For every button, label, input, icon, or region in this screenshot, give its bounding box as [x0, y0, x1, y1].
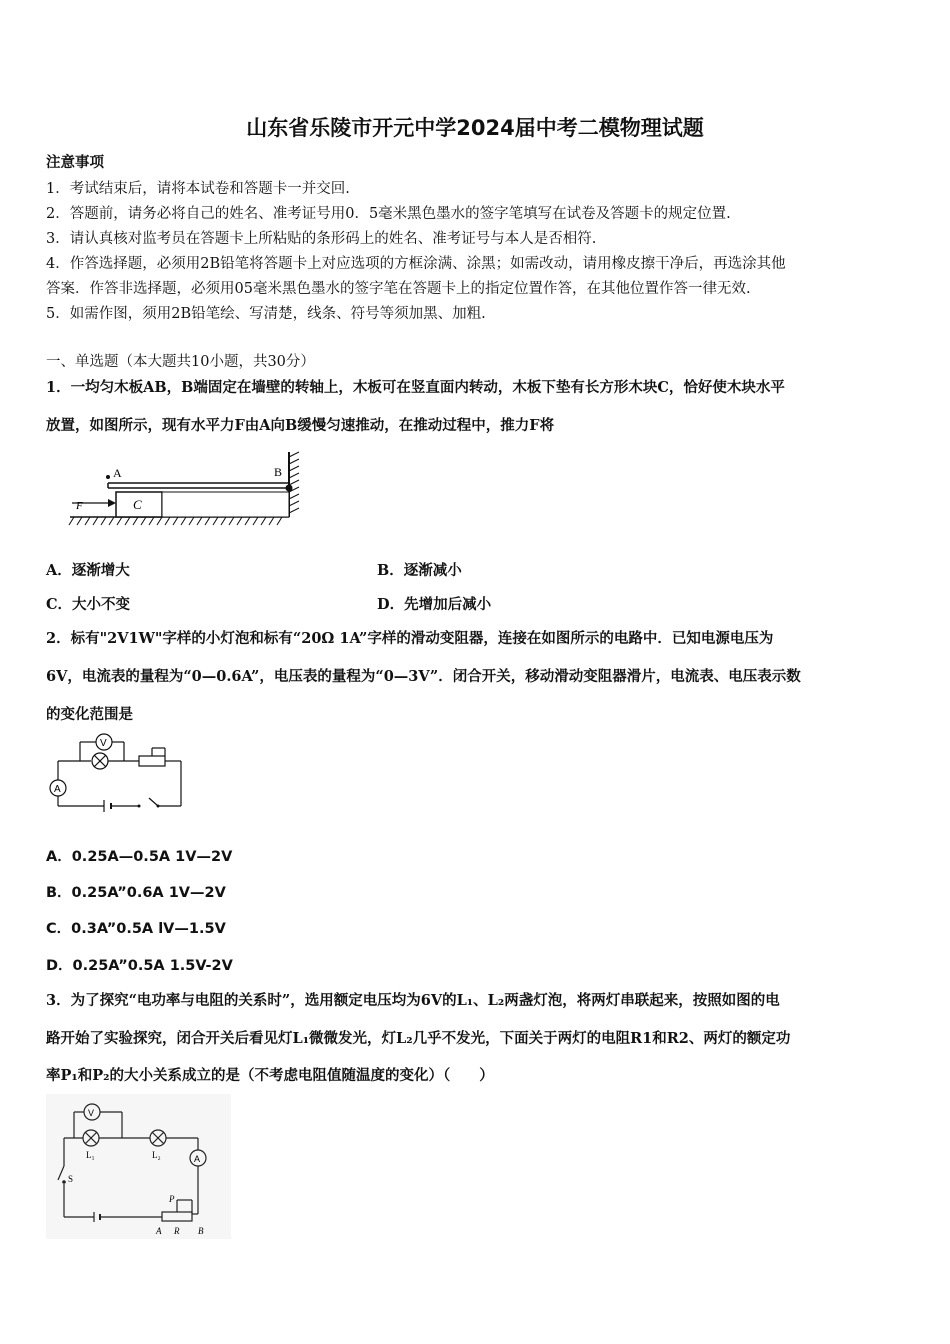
- question-3-text: 率P₁和P₂的大小关系成立的是（不考虑电阻值随温度的变化）（ ）: [46, 1067, 494, 1084]
- question-2-figure: [44, 730, 189, 815]
- question-2-text: 2．标有"2V1W"字样的小灯泡和标有“20Ω 1A”字样的滑动变阻器，连接在如图所示的电路中．已知电源电压为: [46, 630, 774, 647]
- option-c[interactable]: C．0.3A”0.5A lV—1.5V: [46, 921, 226, 937]
- option-d[interactable]: D．0.25A”0.5A 1.5V-2V: [46, 958, 233, 974]
- option-d[interactable]: D．先增加后减小: [377, 596, 492, 613]
- notice-heading: 注意事项: [46, 154, 104, 171]
- option-b[interactable]: B．逐渐减小: [377, 562, 462, 579]
- question-3-figure: [46, 1094, 231, 1239]
- option-a[interactable]: A．逐渐增大: [46, 562, 130, 579]
- figure-label-f: F: [76, 500, 83, 512]
- figure-label-ra: A: [156, 1226, 162, 1236]
- figure-label-v: V: [100, 738, 107, 749]
- notice-item: 5．如需作图，须用2B铅笔绘、写清楚，线条、符号等须加黑、加粗.: [46, 306, 486, 322]
- figure-label-s: S: [68, 1174, 74, 1184]
- notice-item: 4．作答选择题，必须用2B铅笔将答题卡上对应选项的方框涂满、涂黑；如需改动，请用橡皮擦干净后，再选涂其他: [46, 256, 786, 272]
- question-2-text: 6V，电流表的量程为“0—0.6A”，电压表的量程为“0—3V”．闭合开关，移动滑动变阻器滑片，电流表、电压表示数: [46, 668, 801, 685]
- page-title: 山东省乐陵市开元中学2024届中考二模物理试题: [246, 116, 704, 140]
- section-heading: 一、单选题（本大题共10小题，共30分）: [46, 354, 315, 370]
- option-b[interactable]: B．0.25A”0.6A 1V—2V: [46, 885, 226, 901]
- figure-label-a: A: [113, 466, 122, 480]
- figure-label-a: A: [194, 1154, 201, 1164]
- notice-item: 1．考试结束后，请将本试卷和答题卡一并交回.: [46, 181, 350, 197]
- question-1-text: 1．一均匀木板AB，B端固定在墙壁的转轴上，木板可在竖直面内转动，木板下垫有长方形木块C，恰好使木块水平: [46, 379, 785, 396]
- figure-label-p: P: [169, 1194, 175, 1204]
- question-1-text: 放置，如图所示，现有水平力F由A向B缓慢匀速推动，在推动过程中，推力F将: [46, 417, 555, 434]
- option-a[interactable]: A．0.25A—0.5A 1V—2V: [46, 849, 233, 865]
- figure-label-b: B: [274, 465, 283, 479]
- notice-item: 答案．作答非选择题，必须用05毫米黑色墨水的签字笔在答题卡上的指定位置作答，在其他位置作答一律无效.: [46, 281, 751, 297]
- figure-label-c: C: [133, 497, 142, 512]
- figure-label-l1: L₁: [86, 1150, 95, 1160]
- question-2-text: 的变化范围是: [46, 706, 133, 723]
- figure-label-a: A: [54, 784, 61, 795]
- notice-item: 3．请认真核对监考员在答题卡上所粘贴的条形码上的姓名、准考证号与本人是否相符.: [46, 231, 597, 247]
- figure-label-rb: B: [198, 1226, 204, 1236]
- figure-label-v: V: [88, 1108, 95, 1118]
- question-1-figure: [60, 452, 320, 537]
- notice-item: 2．答题前，请务必将自己的姓名、准考证号用0．5毫米黑色墨水的签字笔填写在试卷及答题卡的规定位置.: [46, 206, 731, 222]
- figure-label-r: R: [174, 1226, 180, 1236]
- question-3-text: 路开始了实验探究，闭合开关后看见灯L₁微微发光，灯L₂几乎不发光，下面关于两灯的电阻R1和R2、两灯的额定功: [46, 1030, 791, 1047]
- question-3-text: 3．为了探究“电功率与电阻的关系时”，选用额定电压均为6V的L₁、L₂两盏灯泡，将两灯串联起来，按照如图的电: [46, 992, 780, 1009]
- figure-label-l2: L₂: [152, 1150, 161, 1160]
- option-c[interactable]: C．大小不变: [46, 596, 131, 613]
